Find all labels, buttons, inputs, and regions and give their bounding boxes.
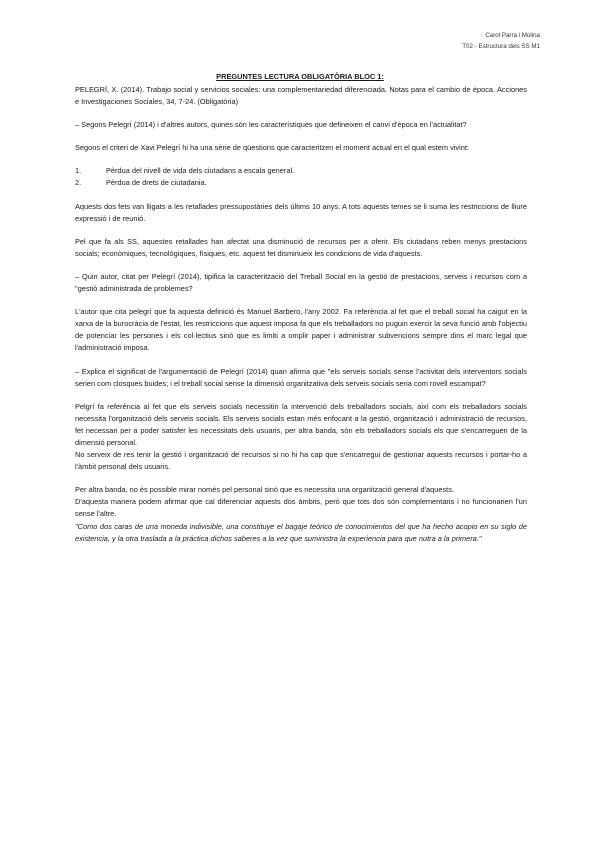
reference: PELEGRÍ, X. (2014). Trabajo social y servicios sociales: una complementariedad diferenciada. Notas para el cambio de época. Acciones e Investigaciones Sociales, 34, 7-24. (Obligatòria) xyxy=(75,85,527,107)
answer-1-paragraph-3: Pel que fa als SS, aquestes retallades han afectat una disminució de recursos per a oferir. Els ciutadans reben menys prestacions socials; econòmiques, tecnològiques, físiques, etc. aquest fet disminueix les condicions de vida d'aquests. xyxy=(75,236,527,258)
list-item-text: Pèrdua del nivell de vida dels ciutadans a escala general. xyxy=(106,166,295,176)
answer-1-intro: Segons el criteri de Xavi Pelegrí hi ha una sèrie de qüestions que caracteritzen el moment actual en el qual estem vivint: xyxy=(75,143,469,153)
document-body xyxy=(75,84,527,545)
list-item xyxy=(75,177,527,189)
list-item xyxy=(75,165,527,177)
answer-3-paragraph-1: Pelgrí fa referència al fet que els serveis socials necessitin la intervenció dels treballadors socials, així com els treballadors socials necessita l'organització dels serveis socials. Els serveis socials estan més enfocant a la gestió, organització i administració de recursos, fet necessari per a poder satisfer les necessitats dels usuaris, per altra banda, són els treballadors socials els que s'encarreguen de la dimensió personal. xyxy=(75,401,527,447)
answer-3-paragraph-3: Per altra banda, no és possible mirar només pel personal sinó que es necessita una organització general d'aquests. xyxy=(75,485,454,495)
document-title: PREGUNTES LECTURA OBLIGATÒRIA BLOC 1: xyxy=(216,72,384,81)
answer-3-paragraph-4: D'aquesta manera podem afirmar que cal diferenciar aquests dos àmbits, però que tots dos són complementaris i no funcionarien l'un sense l'altre. xyxy=(75,497,527,519)
question-3: – Explica el significat de l'argumentació de Pelegrí (2014) quan afirma que "els serveis socials sense l'activitat dels interventors socials serien com closques buides; i el treball social sense la dimensió organitzativa dels serveis socials seria com rovell escampat? xyxy=(75,366,527,388)
page-header xyxy=(462,31,540,52)
list-item-text: Pèrdua de drets de ciutadania. xyxy=(106,178,207,188)
answer-3-paragraph-2: No serveix de res tenir la gestió i organització de recursos si no hi ha cap que s'encarregui de gestionar aquests recursos i portar-ho a l'àmbit personal dels usuaris. xyxy=(75,450,527,472)
header-course: T02 - Estructura dels SS M1 xyxy=(462,42,540,50)
list-item-number: 1. xyxy=(75,166,82,176)
question-2: – Quin autor, citat per Pelegrí (2014), tipifica la caracterització del Treball Social en la gestió de prestacions, serveis i recursos com a "gestió administrada de problemes? xyxy=(75,271,527,294)
answer-1-paragraph-2: Aquests dos fets van lligats a les retallades pressupostàries dels últims 10 anys. A tots aquests temes se li suma les restriccions de lliure expressió i de reunió. xyxy=(75,201,527,223)
list-item-number: 2. xyxy=(75,178,82,188)
answer-2: L'autor que cita pelegrí que fa aquesta definició és Manuel Barbero, l'any 2002. Fa referència al fet que el treball social ha caigut en la xarxa de la burocràcia de l'estat, les restriccions que aquest imposa fa que els treballadors no puguin exercir la seva funció amb l'objectiu de potenciar les persones i els col·lectius sinó que es limiti a omplir paper i administrar subvencions sempre dins el marc legal que l'administració imposa. xyxy=(75,307,527,353)
header-author: Carol Parra i Molina xyxy=(485,32,540,39)
answer-1-list xyxy=(75,165,527,189)
question-1: – Segons Pelegrí (2014) i d'altres autors, quines són les característiques que defineixen el canvi d'època en l'actualitat? xyxy=(75,120,467,130)
answer-3-quote: "Como dos caras de una moneda indivisible, una constituye el bagaje teórico de conocimientos del que ha hecho acopio en su siglo de existencia, y la otra traslada a la práctica dichos saberes a la vez que suministra la experiencia para que nutra a la primera." xyxy=(75,521,527,543)
